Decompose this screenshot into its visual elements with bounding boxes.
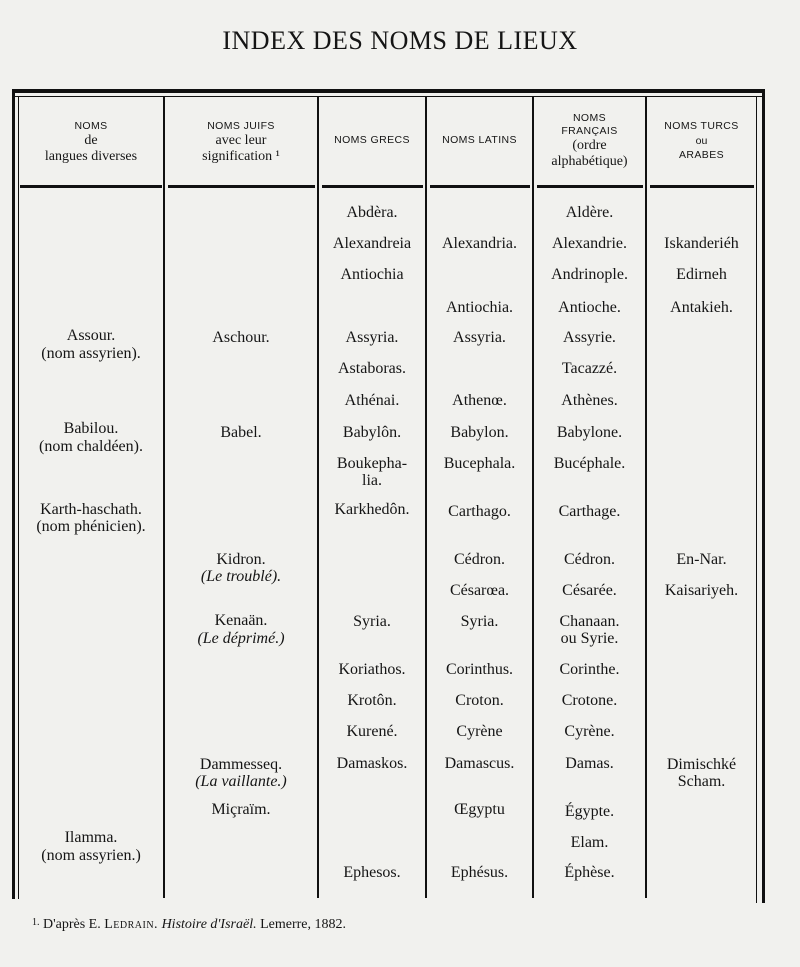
right-rule-thin — [756, 96, 757, 903]
header-noms-juifs: NOMS JUIFS avec leur signification ¹ — [202, 120, 280, 164]
table-cell: Alexandrie. — [551, 235, 628, 252]
header-noms-latins: NOMS LATINS — [442, 134, 517, 146]
table-cell: Athenœ. — [452, 392, 507, 409]
table-cell: Dimischké — [666, 756, 737, 773]
table-cell: Kaisariyeh. — [664, 582, 739, 599]
table-cell: Miçraïm. — [211, 801, 271, 818]
table-cell: Assyria. — [453, 329, 506, 346]
table-cell: Syria. — [460, 613, 499, 630]
table-cell: Ilamma. — [64, 829, 118, 846]
table-cell: Césarœa. — [449, 582, 510, 599]
table-cell: Karth-haschath. — [40, 501, 142, 518]
table-cell: Aschour. — [212, 329, 270, 346]
table-cell: ou Syrie. — [560, 630, 619, 647]
table-cell: Abdèra. — [346, 204, 398, 221]
header-noms-francais: NOMS FRANÇAIS (ordre alphabétique) — [551, 112, 628, 169]
table-cell: Karkhedôn. — [334, 501, 410, 518]
table-cell: Antiochia. — [445, 299, 514, 316]
table-cell: (Le troublé). — [200, 568, 282, 585]
header-rule — [20, 185, 162, 188]
table-cell: Andrinople. — [551, 266, 628, 283]
table-cell: Antakieh. — [670, 299, 733, 316]
table-cell: Éphèse. — [564, 864, 615, 881]
table-cell: Assyria. — [345, 329, 399, 346]
header-noms-grecs: NOMS GRECS — [334, 134, 410, 146]
header-noms-turcs-arabes: NOMS TURCS ou ARABES — [664, 120, 739, 161]
left-rule-thin — [18, 96, 19, 899]
table-cell: (Le déprimé.) — [197, 630, 285, 647]
table-cell: Edirneh — [676, 266, 727, 283]
table-cell: Kidron. — [216, 551, 266, 568]
top-rule-thin — [12, 96, 765, 97]
table-cell: Ephesos. — [343, 864, 401, 881]
table-cell: Crotone. — [561, 692, 618, 709]
table-cell: Babylon. — [450, 424, 509, 441]
table-cell: (nom chaldéen). — [39, 438, 143, 455]
table-cell: Koriathos. — [338, 661, 406, 678]
top-rule — [12, 89, 765, 93]
table-cell: Syria. — [353, 613, 391, 630]
table-cell: Alexandria. — [441, 235, 518, 252]
table-cell: Damascus. — [444, 755, 515, 772]
table-cell: Scham. — [677, 773, 726, 790]
table-cell: Corinthe. — [559, 661, 620, 678]
table-cell: Kenaän. — [214, 612, 268, 629]
table-cell: Damaskos. — [336, 755, 408, 772]
header-rule — [537, 185, 643, 188]
table-cell: Babilou. — [63, 420, 119, 437]
table-cell: Krotôn. — [347, 692, 397, 709]
table-cell: Croton. — [455, 692, 504, 709]
header-rule — [322, 185, 423, 188]
table-cell: Bucephala. — [443, 455, 516, 472]
table-cell: Carthago. — [448, 503, 511, 520]
table-cell: (nom assyrien). — [41, 345, 141, 362]
table-cell: Dammesseq. — [199, 756, 283, 773]
table-cell: Astaboras. — [338, 360, 406, 377]
table-cell: Athénai. — [344, 392, 400, 409]
table-cell: Tacazzé. — [561, 360, 618, 377]
table-cell: lia. — [362, 472, 382, 489]
table-cell: Assour. — [66, 327, 116, 344]
table-cell: (nom assyrien.) — [41, 847, 141, 864]
column-divider — [425, 96, 427, 898]
left-rule — [12, 89, 15, 899]
table-cell: Corinthus. — [445, 661, 514, 678]
header-noms-langues-diverses: NOMS de langues diverses — [44, 120, 138, 164]
table-cell: Carthage. — [558, 503, 621, 520]
header-rule — [650, 185, 754, 188]
table-cell: (La vaillante.) — [195, 773, 287, 790]
table-cell: Égypte. — [564, 803, 615, 820]
table-cell: Damas. — [565, 755, 614, 772]
table-cell: Antiochia — [340, 266, 404, 283]
table-cell: Aldère. — [565, 204, 614, 221]
table-cell: Œgyptu — [454, 801, 505, 818]
header-rule — [430, 185, 530, 188]
table-cell: Assyrie. — [563, 329, 616, 346]
table-cell: Boukepha- — [336, 455, 408, 472]
table-cell: Babylone. — [556, 424, 623, 441]
header-rule — [168, 185, 315, 188]
table-cell: Babel. — [220, 424, 262, 441]
table-cell: (nom phénicien). — [36, 518, 146, 535]
footnote: $^{1.}$ D'après E. Ledrain. Histoire d'Israël. Lemerre, 1882. — [32, 917, 347, 932]
table-cell: Athènes. — [561, 392, 618, 409]
table-cell: Cyrène — [456, 723, 503, 740]
table-cell: Iskanderiéh — [664, 235, 739, 252]
right-rule — [762, 89, 765, 903]
table-cell: Antioche. — [558, 299, 621, 316]
table-cell: Cédron. — [563, 551, 616, 568]
table-cell: Césarée. — [562, 582, 617, 599]
table-cell: Cyrène. — [564, 723, 615, 740]
table-cell: Bucéphale. — [553, 455, 626, 472]
table-cell: En-Nar. — [676, 551, 727, 568]
page-title: INDEX DES NOMS DE LIEUX — [222, 26, 578, 55]
table-cell: Chanaan. — [559, 613, 620, 630]
table-cell: Babylôn. — [342, 424, 402, 441]
table-cell: Cédron. — [453, 551, 506, 568]
table-cell: Alexandreia — [332, 235, 412, 252]
table-cell: Kurené. — [346, 723, 398, 740]
table-cell: Ephésus. — [450, 864, 509, 881]
table-cell: Elam. — [570, 834, 609, 851]
